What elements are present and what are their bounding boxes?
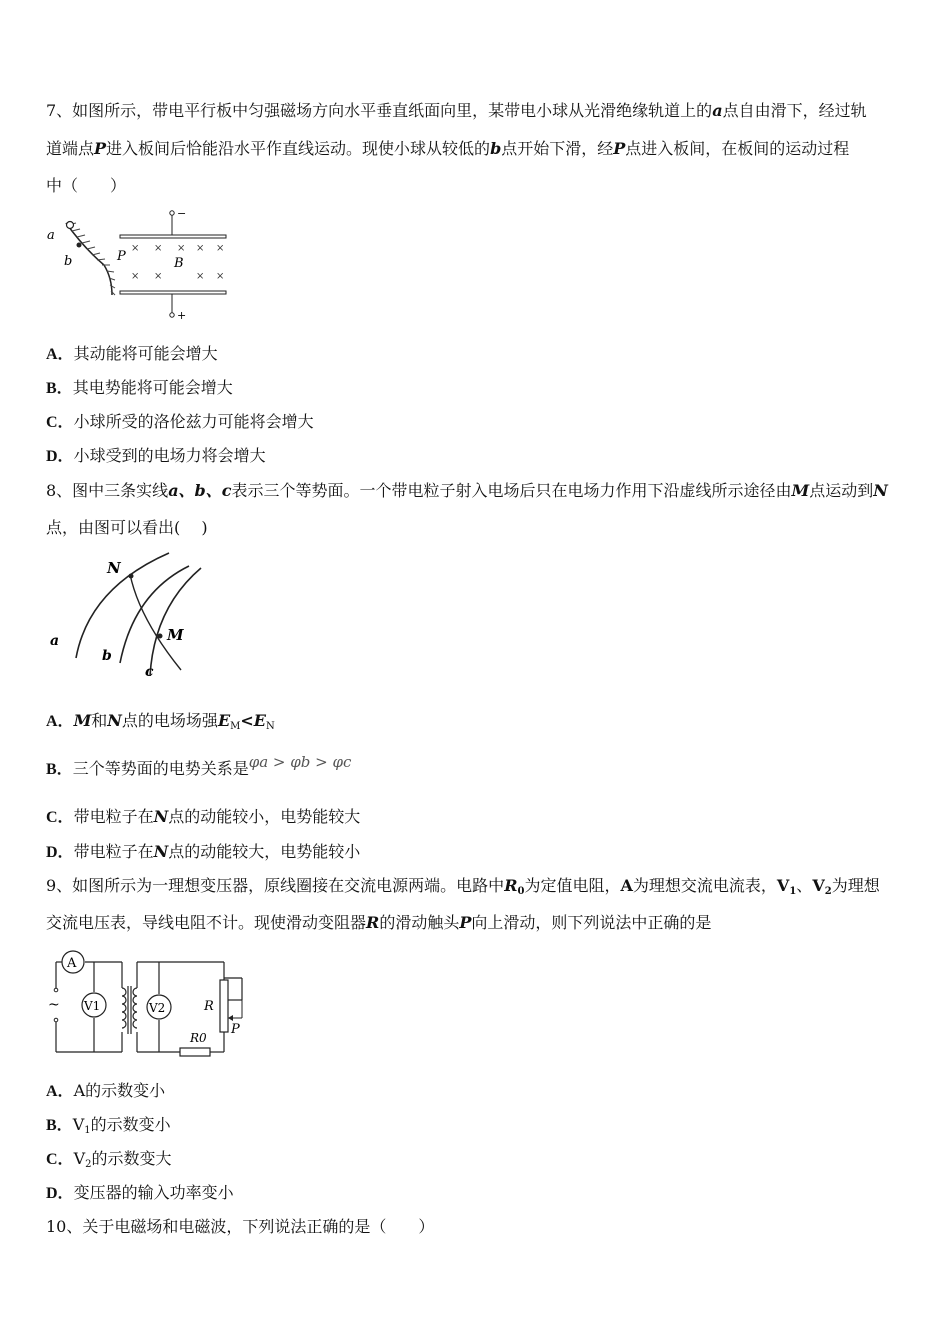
q8-var-N: N — [107, 711, 122, 730]
q7-top-terminal-icon — [170, 211, 174, 215]
q8-var-N: N — [153, 807, 169, 826]
q7-figure — [44, 203, 244, 328]
q7-line1 — [46, 101, 867, 121]
option-letter: B． — [46, 1117, 73, 1134]
q10-line1: 10、关于电磁场和电磁波，下列说法正确的是（ ） — [46, 1217, 435, 1236]
q8-sub-M: M — [230, 721, 241, 732]
q7-top-plate — [120, 235, 226, 238]
q9-option-a — [46, 1081, 165, 1102]
option-text: 点的动能较大，电势能较小 — [168, 842, 361, 861]
option-letter: C． — [46, 1151, 74, 1168]
q7-plus-label: + — [177, 309, 187, 322]
q9-stem-part: 为理想 — [831, 876, 880, 895]
q9-sub-1: 1 — [789, 886, 797, 897]
q9-meter-A-label: A — [67, 956, 77, 971]
q8-option-b — [46, 753, 352, 780]
q8-fig-label-M: M — [167, 626, 184, 644]
option-text: 带电粒子在 — [73, 807, 154, 826]
q9-var-R: R — [366, 913, 380, 932]
q9-fig-label-P: P — [231, 1022, 240, 1037]
q9-stem-part: 、 — [796, 876, 813, 895]
q8-option-c — [46, 807, 360, 828]
q7-line2 — [46, 139, 849, 159]
q9-line2 — [46, 913, 711, 933]
q8-var-E: E — [217, 711, 231, 730]
q8-fig-label-b: b — [102, 648, 112, 664]
q9-stem-part: 交流电压表，导线电阻不计。现使滑动变阻器 — [46, 913, 367, 932]
svg-text:×: × — [216, 243, 225, 254]
option-letter: A． — [46, 346, 74, 363]
q7-stem-part: 点进入板间，在板间的运动过程 — [625, 139, 850, 158]
q9-fig-label-R0: R0 — [190, 1031, 207, 1045]
option-text: 带电粒子在 — [73, 842, 154, 861]
q7-fig-label-B: B — [174, 256, 184, 271]
svg-text:×: × — [154, 243, 163, 254]
q7-minus-label: − — [177, 207, 187, 220]
option-letter: D． — [46, 448, 74, 465]
option-letter: C． — [46, 809, 74, 826]
option-letter: A． — [46, 713, 74, 730]
q8-fig-label-c: c — [145, 664, 154, 680]
q8-figure — [44, 548, 224, 683]
q7-var-P: P — [613, 139, 626, 158]
option-text: 的示数变小 — [90, 1115, 171, 1134]
q9-option-c — [46, 1149, 172, 1175]
q9-line1 — [46, 876, 880, 902]
option-letter: A． — [46, 1083, 74, 1100]
q8-point-N — [129, 574, 134, 579]
q7-ball-icon — [67, 222, 74, 229]
q8-option-a — [46, 711, 275, 737]
q9-var-P: P — [459, 913, 472, 932]
q8-line2: 点，由图可以看出( ) — [46, 518, 208, 537]
q9-stem-part: 的滑动触头 — [379, 913, 460, 932]
q8-stem-part: 点运动到 — [809, 481, 874, 500]
q9-meter-V1-label: V1 — [84, 999, 101, 1013]
option-text: 的示数变大 — [91, 1149, 172, 1168]
q8-option-d — [46, 842, 360, 863]
q7-stem-part: 点自由滑下，经过轨 — [722, 101, 867, 120]
q7-fig-label-a: a — [47, 228, 55, 243]
q8-equipotential-c — [150, 568, 201, 676]
q9-option-d — [46, 1183, 234, 1204]
q8-fig-label-a: a — [50, 633, 60, 649]
option-text: 小球受到的电场力将会增大 — [73, 446, 266, 465]
q7-point-b — [77, 243, 82, 248]
svg-text:×: × — [131, 243, 140, 254]
q7-stem-part: 点开始下滑，经 — [501, 139, 614, 158]
q9-var-V2: V — [812, 876, 825, 895]
q9-rheostat-R — [220, 980, 228, 1032]
q7-bottom-plate — [120, 291, 226, 294]
q7-var-P: P — [94, 139, 107, 158]
q8-var-M: M — [73, 711, 92, 730]
svg-text:×: × — [216, 271, 225, 282]
q7-var-a: a — [712, 101, 723, 120]
option-letter: B． — [46, 380, 73, 397]
option-letter: D． — [46, 844, 74, 861]
q9-figure — [44, 948, 254, 1058]
option-letter: D． — [46, 1185, 74, 1202]
option-text: 和 — [91, 711, 108, 730]
q9-var-V1: V — [776, 876, 790, 895]
q8-stem-part: 8、图中三条实线 — [46, 481, 169, 500]
q8-var-N: N — [153, 842, 169, 861]
q8-stem-part: 表示三个等势面。一个带电粒子射入电场后只在电场力作用下沿虚线所示途径由 — [231, 481, 792, 500]
q7-option-a — [46, 344, 218, 365]
svg-text:×: × — [196, 243, 205, 254]
q8-potential-formula: φa > φb > φc — [248, 753, 352, 771]
q9-stem-part: 为定值电阻， — [524, 876, 621, 895]
q7-fig-label-P: P — [117, 249, 126, 264]
q8-vars-abc: a、b、c — [168, 481, 232, 500]
svg-text:×: × — [177, 243, 186, 254]
q9-stem-part: 为理想交流电流表， — [632, 876, 777, 895]
q8-line1 — [46, 481, 888, 501]
option-text: 点的动能较小，电势能较大 — [168, 807, 361, 826]
q7-stem-part: 7、如图所示，带电平行板中匀强磁场方向水平垂直纸面向里，某带电小球从光滑绝缘轨道上的 — [46, 101, 713, 120]
option-text: 三个等势面的电势关系是 — [72, 759, 249, 778]
q7-option-c — [46, 412, 314, 433]
q8-var-E: E — [253, 711, 266, 730]
q9-var-A: A — [620, 876, 633, 895]
q8-var-M: M — [791, 481, 810, 500]
q9-meter-V2-label: V2 — [149, 1001, 166, 1015]
q9-sub: 2 — [85, 1159, 92, 1170]
q7-fig-label-b: b — [64, 254, 73, 269]
q7-line3: 中（ ） — [46, 176, 127, 195]
option-text: 小球所受的洛伦兹力可能将会增大 — [73, 412, 314, 431]
q9-stem-part: 向上滑动，则下列说法中正确的是 — [471, 913, 712, 932]
q8-sub-N: N — [266, 721, 275, 732]
q9-source-terminal-bottom — [54, 1018, 58, 1022]
q9-source-label: ~ — [48, 997, 60, 1013]
svg-text:×: × — [131, 271, 140, 282]
option-letter: B． — [46, 761, 73, 778]
q8-particle-path — [130, 574, 181, 670]
q9-source-terminal-top — [54, 988, 58, 992]
option-text: 点的电场场强 — [121, 711, 218, 730]
q7-bottom-terminal-icon — [170, 313, 174, 317]
q9-sub-2: 2 — [824, 886, 832, 897]
q9-fig-label-R: R — [204, 999, 214, 1014]
option-text: A的示数变小 — [73, 1081, 166, 1100]
option-text: 变压器的输入功率变小 — [73, 1183, 234, 1202]
q9-sub-0: 0 — [517, 886, 525, 897]
q8-fig-label-N: N — [107, 559, 121, 577]
q9-var-V: V — [73, 1149, 86, 1168]
q8-point-M — [158, 634, 163, 639]
q7-option-b — [46, 378, 233, 399]
q9-resistor-R0 — [180, 1048, 210, 1056]
q9-var-V: V — [72, 1115, 85, 1134]
svg-text:×: × — [196, 271, 205, 282]
q8-var-N: N — [873, 481, 888, 500]
option-text: 其动能将可能会增大 — [73, 344, 218, 363]
q8-less-than: < — [240, 711, 254, 730]
q8-equipotential-b — [120, 566, 189, 663]
svg-text:×: × — [154, 271, 163, 282]
q7-stem-part: 道端点 — [46, 139, 95, 158]
option-text: 其电势能将可能会增大 — [72, 378, 233, 397]
q9-stem-part: 9、如图所示为一理想变压器，原线圈接在交流电源两端。电路中 — [46, 876, 505, 895]
q9-sub: 1 — [84, 1125, 91, 1136]
q9-option-b — [46, 1115, 171, 1141]
q7-stem-part: 进入板间后恰能沿水平作直线运动。现使小球从较低的 — [106, 139, 491, 158]
q7-var-b: b — [490, 139, 502, 158]
option-letter: C． — [46, 414, 74, 431]
q7-option-d — [46, 446, 266, 467]
q9-var-R0: R — [504, 876, 518, 895]
